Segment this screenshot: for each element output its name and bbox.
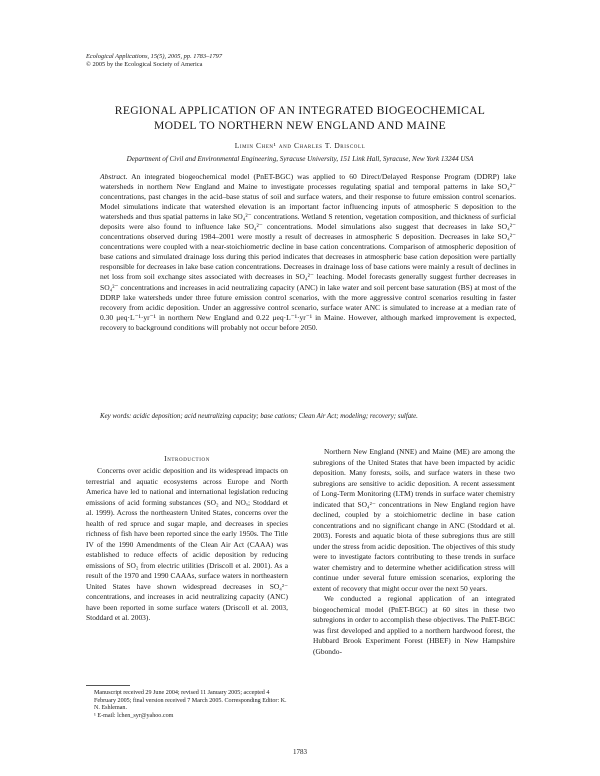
- journal-line: Ecological Applications, 15(5), 2005, pp. 1783–1797: [86, 53, 223, 60]
- authors: Limin Chen¹ and Charles T. Driscoll: [234, 141, 366, 150]
- footnote: [86, 690, 288, 720]
- keywords-text: acidic deposition; acid neutralizing capacity; base cations; Clean Air Act; modeling; recovery; sulfate.: [133, 413, 418, 420]
- intro-paragraph-right-1: Northern New England (NNE) and Maine (ME) are among the subregions of the United States that have been impacted by acidic deposition. Many forests, soils, and surface waters in these two subregions are sensitive to acidic deposition. A recent assessment of Long-Term Monitoring (LTM) trends in surface water chemistry indicated that SO₄²⁻ concentrations in New England region have declined, coupled by a stoichiometric decline in base cation concentrations and no significant change in ANC (Stoddard et al. 2003). Forests and aquatic biota of these subregions thus are still under the stress from acidic deposition. The objectives of this study were to investigate factors contributing to these trends in surface water chemistry and to determine whether acidification stress will continue under several future emission scenarios, exploring the extent of recovery that might occur over the next 50 years.: [313, 447, 515, 593]
- title-line-2: MODEL TO NORTHERN NEW ENGLAND AND MAINE: [153, 119, 447, 132]
- intro-paragraph-right-2: We conducted a regional application of an integrated biogeochemical model (PnET-BGC) at 60 sites in these two subregions in order to accomplish these objectives. The PnET-BGC was first developed and applied to a northern hardwood forest, the Hubbard Brook Experiment Forest (HBEF) in New Hampshire (Gbondo-: [313, 594, 515, 656]
- title-line-1: REGIONAL APPLICATION OF AN INTEGRATED BIOGEOCHEMICAL: [114, 104, 486, 117]
- left-column: [86, 466, 288, 624]
- author-email: ¹ E-mail: lchen_syr@yahoo.com: [94, 712, 174, 719]
- affiliation: Department of Civil and Environmental Engineering, Syracuse University, 151 Link Hall, Syracuse, New York 13244 USA: [126, 155, 474, 163]
- journal-citation: [86, 53, 222, 68]
- copyright-line: © 2005 by the Ecological Society of America: [86, 60, 203, 68]
- right-column: [313, 447, 515, 657]
- intro-paragraph-left: Concerns over acidic deposition and its widespread impacts on terrestrial and aquatic ecosystems across Europe and North America have led to national and international legislation reducing emissions of acid forming substances (SO₂ and NOₓ; Stoddard et al. 1999). Across the northeastern United States, concerns over the health of red spruce and sugar maple, and decreases in species richness of fish have been reported since the early 1950s. The Title IV of the 1990 Amendments of the Clean Air Act (CAAA) was established to reduce effects of acidic deposition by reducing emissions of SO₂ from electric utilities (Driscoll et al. 2001). As a result of the 1970 and 1990 CAAAs, surface waters in northeastern United States have shown widespread decreases in SO₄²⁻ concentrations, and increases in acid neutralizing capacity (ANC) have been reported in some surface waters (Driscoll et al. 2003, Stoddard et al. 2003).: [86, 466, 288, 622]
- footnote-rule: [86, 685, 130, 686]
- abstract: [100, 172, 516, 333]
- section-heading-introduction: Introduction: [164, 454, 210, 463]
- manuscript-dates: Manuscript received 29 June 2004; revised 11 January 2005; accepted 4 February 2005; final version received 7 March 2005. Corresponding Editor: K. N. Eshleman.: [94, 690, 287, 712]
- keywords: [100, 412, 516, 421]
- abstract-text: An integrated biogeochemical model (PnET-BGC) was applied to 60 Direct/Delayed Response Program (DDRP) lake watersheds in northern New England and Maine to investigate processes regulating spatial and temporal patterns in lake SO₄²⁻ concentrations, past changes in the acid–base status of soil and surface waters, and their response to future emission control scenarios. Model simulations indicate that watershed elevation is an important factor influencing inputs of atmospheric S deposition to the watersheds and thus spatial patterns in lake SO₄²⁻ concentrations. Wetland S retention, vegetation composition, and thickness of surficial deposits were also found to influence lake SO₄²⁻ concentrations. Model simulations also suggest that decreases in lake SO₄²⁻ concentrations observed during 1984–2001 were mostly a result of decreases in atmospheric S deposition. Decreases in lake SO₄²⁻ concentrations were coupled with a near-stoichiometric decline in base cation concentrations. Comparison of atmospheric deposition of base cations and simulated drainage loss during this period indicates that decreases in atmospheric base cation deposition were partially responsible for decreases in lake base cation concentrations. Decreases in drainage loss of base cations were mainly a result of declines in net loss from soil exchange sites associated with decreases in SO₄²⁻ leaching. Model forecasts generally suggest further decreases in SO₄²⁻ concentrations and increases in acid neutralizing capacity (ANC) in lake water and soil percent base saturation (BS) at most of the DDRP lake watersheds under three future emission control scenarios, with the more aggressive control scenarios resulting in faster recovery from acidic deposition. Under an aggressive control scenario, surface water ANC is simulated to increase at a median rate of 0.30 μeq·L⁻¹·yr⁻¹ in northern New England and 0.22 μeq·L⁻¹·yr⁻¹ in Maine. However, although marked improvement is expected, recovery to background conditions will probably not occur before 2050.: [100, 172, 516, 332]
- abstract-label: Abstract.: [100, 172, 128, 181]
- paper-title: [60, 103, 540, 133]
- keywords-label: Key words:: [100, 413, 132, 420]
- page-number: 1783: [293, 748, 307, 756]
